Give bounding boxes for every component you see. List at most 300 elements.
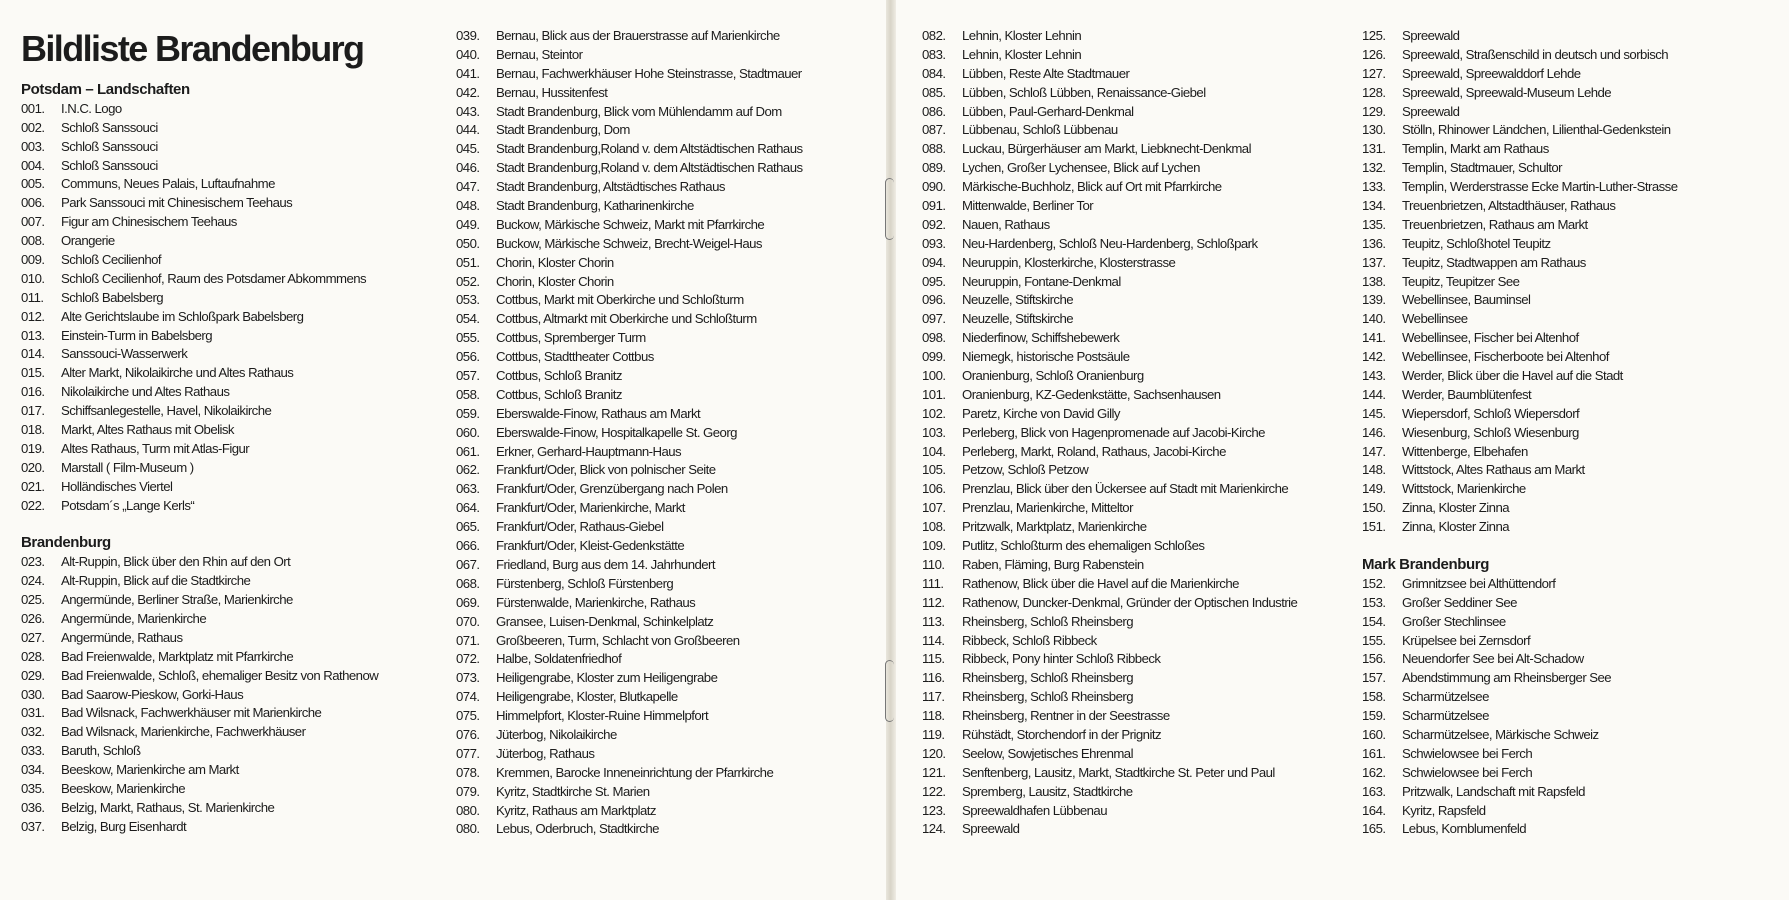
list-item [1362, 386, 1678, 405]
list-item [21, 194, 378, 213]
item-caption: Webellinsee [1402, 311, 1468, 327]
list-item [922, 632, 1297, 651]
item-number: 078. [456, 764, 480, 780]
item-number: 005. [21, 176, 45, 192]
list-item [21, 138, 378, 157]
item-caption: Neuendorfer See bei Alt-Schadow [1402, 651, 1584, 667]
item-number: 025. [21, 592, 45, 608]
item-caption: Neuzelle, Stiftskirche [962, 311, 1074, 327]
item-number: 089. [922, 160, 946, 176]
item-number: 014. [21, 346, 45, 362]
item-caption: Scharmützelsee [1402, 708, 1489, 724]
item-number: 017. [21, 403, 45, 419]
item-number: 048. [456, 198, 480, 214]
item-number: 109. [922, 538, 946, 554]
list-item [21, 667, 378, 686]
item-number: 031. [21, 705, 45, 721]
list-item [1362, 688, 1678, 707]
item-caption: Alte Gerichtslaube im Schloßpark Babelsberg [61, 308, 304, 324]
item-caption: Scharmützelsee [1402, 689, 1489, 705]
item-caption: Cottbus, Schloß Branitz [496, 386, 622, 402]
item-number: 165. [1362, 821, 1386, 837]
document-title: Bildliste Brandenburg [21, 28, 364, 69]
list-item [1362, 820, 1678, 839]
item-caption: Petzow, Schloß Petzow [962, 462, 1089, 478]
item-number: 108. [922, 519, 946, 535]
item-number: 015. [21, 365, 45, 381]
item-number: 095. [922, 273, 946, 289]
list-item [456, 65, 803, 84]
item-caption: Zinna, Kloster Zinna [1402, 500, 1510, 516]
list-item [922, 84, 1297, 103]
item-number: 137. [1362, 254, 1386, 270]
section-spacer [1362, 537, 1678, 556]
item-number: 002. [21, 119, 45, 135]
item-caption: Templin, Markt am Rathaus [1402, 141, 1549, 157]
item-number: 103. [922, 424, 946, 440]
list-item [1362, 405, 1678, 424]
list-item [1362, 159, 1678, 178]
item-caption: Niederfinow, Schiffshebewerk [962, 330, 1120, 346]
list-item [1362, 329, 1678, 348]
list-item [456, 46, 803, 65]
item-number: 131. [1362, 141, 1386, 157]
item-caption: Spreewaldhafen Lübbenau [962, 802, 1108, 818]
item-caption: Fürstenberg, Schloß Fürstenberg [496, 575, 674, 591]
list-item [21, 232, 378, 251]
item-caption: Treuenbrietzen, Altstadthäuser, Rathaus [1402, 198, 1616, 214]
list-item [21, 648, 378, 667]
item-number: 059. [456, 405, 480, 421]
list-item [1362, 273, 1678, 292]
item-caption: Templin, Werderstrasse Ecke Martin-Luther-Strasse [1402, 179, 1678, 195]
list-item [1362, 707, 1678, 726]
item-caption: Bad Saarow-Pieskow, Gorki-Haus [61, 686, 244, 702]
staple-top [885, 178, 894, 240]
item-caption: Schloß Sanssouci [61, 138, 158, 154]
list-item [922, 820, 1297, 839]
item-caption: Stadt Brandenburg, Blick vom Mühlendamm auf Dom [496, 103, 782, 119]
item-caption: Schloß Sanssouci [61, 119, 158, 135]
item-caption: Prenzlau, Blick über den Ückersee auf Stadt mit Marienkirche [962, 481, 1289, 497]
item-caption: Webellinsee, Fischer bei Altenhof [1402, 330, 1579, 346]
item-number: 032. [21, 724, 45, 740]
item-caption: Sanssouci-Wasserwerk [61, 346, 188, 362]
item-caption: Spreewald, Straßenschild in deutsch und sorbisch [1402, 46, 1669, 62]
item-number: 030. [21, 686, 45, 702]
item-number: 083. [922, 46, 946, 62]
list-item [456, 764, 803, 783]
item-caption: Rheinsberg, Rentner in der Seestrasse [962, 708, 1170, 724]
item-number: 056. [456, 349, 480, 365]
list-item [922, 159, 1297, 178]
list-item [922, 46, 1297, 65]
item-caption: Cottbus, Altmarkt mit Oberkirche und Schloßturm [496, 311, 757, 327]
item-caption: Stadt Brandenburg,Roland v. dem Altstädtischen Rathaus [496, 160, 803, 176]
list-item [456, 386, 803, 405]
item-caption: Rheinsberg, Schloß Rheinsberg [962, 689, 1133, 705]
list-item [21, 497, 378, 516]
item-caption: Lübbenau, Schloß Lübbenau [962, 122, 1118, 138]
item-number: 047. [456, 179, 480, 195]
item-number: 042. [456, 84, 480, 100]
item-caption: Lebus, Oderbruch, Stadtkirche [496, 821, 659, 837]
item-number: 147. [1362, 443, 1386, 459]
item-number: 041. [456, 65, 480, 81]
item-caption: Stadt Brandenburg, Dom [496, 122, 630, 138]
item-number: 086. [922, 103, 946, 119]
list-item [21, 572, 378, 591]
item-caption: Putlitz, Schloßturm des ehemaligen Schloßes [962, 538, 1205, 554]
list-item [1362, 216, 1678, 235]
list-item [21, 723, 378, 742]
item-number: 071. [456, 632, 480, 648]
list-item [1362, 764, 1678, 783]
item-number: 022. [21, 497, 45, 513]
item-caption: Bad Freienwalde, Schloß, ehemaliger Besitz von Rathenow [61, 667, 379, 683]
item-number: 034. [21, 762, 45, 778]
item-caption: Chorin, Kloster Chorin [496, 273, 614, 289]
item-number: 001. [21, 100, 45, 116]
item-number: 157. [1362, 670, 1386, 686]
item-caption: Neu-Hardenberg, Schloß Neu-Hardenberg, Schloßpark [962, 235, 1258, 251]
list-item [922, 726, 1297, 745]
item-number: 098. [922, 330, 946, 346]
item-number: 114. [922, 632, 945, 648]
item-number: 156. [1362, 651, 1386, 667]
item-caption: I.N.C. Logo [61, 100, 122, 116]
item-caption: Fürstenwalde, Marienkirche, Rathaus [496, 594, 696, 610]
item-caption: Werder, Baumblütenfest [1402, 386, 1532, 402]
item-number: 073. [456, 670, 480, 686]
list-item [456, 613, 803, 632]
item-caption: Bad Wilsnack, Fachwerkhäuser mit Marienkirche [61, 705, 322, 721]
item-caption: Lychen, Großer Lychensee, Blick auf Lychen [962, 160, 1200, 176]
item-caption: Rheinsberg, Schloß Rheinsberg [962, 613, 1133, 629]
item-caption: Lehnin, Kloster Lehnin [962, 46, 1082, 62]
item-caption: Kyritz, Rathaus am Marktplatz [496, 802, 656, 818]
item-number: 060. [456, 424, 480, 440]
item-number: 149. [1362, 481, 1386, 497]
item-number: 008. [21, 233, 45, 249]
list-item [922, 688, 1297, 707]
list-item [21, 818, 378, 837]
staple-bottom [885, 660, 894, 722]
item-number: 132. [1362, 160, 1386, 176]
item-number: 033. [21, 743, 45, 759]
list-item [1362, 669, 1678, 688]
item-number: 069. [456, 594, 480, 610]
list-item [456, 329, 803, 348]
item-number: 039. [456, 28, 480, 43]
item-number: 058. [456, 386, 480, 402]
item-caption: Angermünde, Rathaus [61, 629, 183, 645]
list-item [21, 100, 378, 119]
list-item [21, 402, 378, 421]
item-caption: Bad Wilsnack, Marienkirche, Fachwerkhäuser [61, 724, 306, 740]
item-number: 010. [21, 270, 45, 286]
item-number: 068. [456, 575, 480, 591]
item-number: 099. [922, 349, 946, 365]
item-number: 130. [1362, 122, 1386, 138]
item-number: 142. [1362, 349, 1386, 365]
item-number: 023. [21, 554, 45, 570]
item-caption: Luckau, Bürgerhäuser am Markt, Liebknecht-Denkmal [962, 141, 1251, 157]
item-caption: Rühstädt, Storchendorf in der Prignitz [962, 726, 1162, 742]
item-number: 161. [1362, 745, 1386, 761]
item-caption: Bernau, Blick aus der Brauerstrasse auf Marienkirche [496, 28, 780, 43]
list-item [456, 103, 803, 122]
item-caption: Kyritz, Rapsfeld [1402, 802, 1486, 818]
item-number: 119. [922, 726, 945, 742]
list-item [922, 556, 1297, 575]
list-item [456, 197, 803, 216]
list-item [922, 216, 1297, 235]
list-item [1362, 783, 1678, 802]
item-caption: Heiligengrabe, Kloster zum Heiligengrabe [496, 670, 718, 686]
item-caption: Buckow, Märkische Schweiz, Brecht-Weigel-Haus [496, 235, 762, 251]
list-item [1362, 121, 1678, 140]
item-number: 094. [922, 254, 946, 270]
item-caption: Kyritz, Stadtkirche St. Marien [496, 783, 650, 799]
list-item [21, 799, 378, 818]
item-caption: Stadt Brandenburg, Altstädtisches Rathaus [496, 179, 725, 195]
item-caption: Pritzwalk, Marktplatz, Marienkirche [962, 519, 1147, 535]
item-number: 087. [922, 122, 946, 138]
item-caption: Senftenberg, Lausitz, Markt, Stadtkirche St. Peter und Paul [962, 764, 1275, 780]
item-number: 080. [456, 802, 480, 818]
list-item [456, 537, 803, 556]
list-item [922, 802, 1297, 821]
list-item [922, 254, 1297, 273]
list-item [922, 499, 1297, 518]
list-mark-brandenburg [1362, 575, 1678, 839]
item-number: 135. [1362, 216, 1386, 232]
item-caption: Neuzelle, Stiftskirche [962, 292, 1074, 308]
list-item [922, 310, 1297, 329]
item-caption: Frankfurt/Oder, Kleist-Gedenkstätte [496, 538, 685, 554]
item-number: 043. [456, 103, 480, 119]
item-number: 139. [1362, 292, 1386, 308]
list-item [922, 707, 1297, 726]
item-caption: Stadt Brandenburg,Roland v. dem Altstädtischen Rathaus [496, 141, 803, 157]
item-number: 044. [456, 122, 480, 138]
item-caption: Figur am Chinesischem Teehaus [61, 214, 237, 230]
list-item [922, 480, 1297, 499]
item-caption: Marstall ( Film-Museum ) [61, 459, 194, 475]
item-caption: Wiesenburg, Schloß Wiesenburg [1402, 424, 1579, 440]
item-caption: Frankfurt/Oder, Grenzübergang nach Polen [496, 481, 728, 497]
item-number: 064. [456, 500, 480, 516]
item-caption: Park Sanssouci mit Chinesischem Teehaus [61, 195, 293, 211]
list-item [456, 310, 803, 329]
list-item [922, 745, 1297, 764]
list-potsdam [21, 100, 378, 516]
item-caption: Nauen, Rathaus [962, 216, 1050, 232]
list-column-2 [456, 27, 803, 839]
item-number: 154. [1362, 613, 1386, 629]
item-number: 133. [1362, 179, 1386, 195]
list-item [456, 461, 803, 480]
list-item [922, 197, 1297, 216]
item-caption: Rathenow, Duncker-Denkmal, Gründer der Optischen Industrie [962, 594, 1298, 610]
list-item [456, 688, 803, 707]
list-item [1362, 802, 1678, 821]
item-caption: Schloß Cecilienhof, Raum des Potsdamer Abkommmens [61, 270, 367, 286]
item-number: 057. [456, 368, 480, 384]
list-item [1362, 518, 1678, 537]
item-number: 009. [21, 252, 45, 268]
list-item [21, 383, 378, 402]
item-caption: Perleberg, Markt, Roland, Rathaus, Jacobi-Kirche [962, 443, 1226, 459]
list-brandenburg-part-3 [922, 27, 1297, 839]
item-caption: Frankfurt/Oder, Blick von polnischer Seite [496, 462, 716, 478]
list-item [1362, 235, 1678, 254]
list-item [456, 84, 803, 103]
item-caption: Spreewald, Spreewald-Museum Lehde [1402, 84, 1612, 100]
list-item [456, 254, 803, 273]
list-item [1362, 140, 1678, 159]
item-number: 141. [1362, 330, 1386, 346]
item-number: 011. [21, 289, 44, 305]
item-caption: Krüpelsee bei Zernsdorf [1402, 632, 1531, 648]
item-number: 140. [1362, 311, 1386, 327]
item-caption: Friedland, Burg aus dem 14. Jahrhundert [496, 556, 715, 572]
item-caption: Cottbus, Markt mit Oberkirche und Schloßturm [496, 292, 744, 308]
item-caption: Wittenberge, Elbehafen [1402, 443, 1528, 459]
item-number: 024. [21, 573, 45, 589]
item-caption: Alt-Ruppin, Blick über den Rhin auf den Ort [61, 554, 291, 570]
item-caption: Schwielowsee bei Ferch [1402, 745, 1533, 761]
list-item [1362, 613, 1678, 632]
item-caption: Raben, Fläming, Burg Rabenstein [962, 556, 1144, 572]
item-number: 097. [922, 311, 946, 327]
item-number: 062. [456, 462, 480, 478]
list-item [922, 65, 1297, 84]
item-number: 102. [922, 405, 946, 421]
item-number: 138. [1362, 273, 1386, 289]
item-caption: Lebus, Kornblumenfeld [1402, 821, 1527, 837]
list-item [21, 213, 378, 232]
item-number: 118. [922, 708, 945, 724]
list-item [456, 159, 803, 178]
list-item [456, 499, 803, 518]
item-number: 049. [456, 216, 480, 232]
item-number: 145. [1362, 405, 1386, 421]
item-caption: Schloß Cecilienhof [61, 252, 162, 268]
list-item [21, 742, 378, 761]
item-number: 159. [1362, 708, 1386, 724]
list-item [456, 707, 803, 726]
list-item [456, 669, 803, 688]
list-item [21, 704, 378, 723]
list-item [1362, 310, 1678, 329]
item-caption: Alter Markt, Nikolaikirche und Altes Rathaus [61, 365, 294, 381]
item-caption: Angermünde, Marienkirche [61, 610, 207, 626]
item-number: 028. [21, 648, 45, 664]
list-brandenburg-part-2 [456, 27, 803, 839]
list-item [922, 291, 1297, 310]
item-caption: Himmelpfort, Kloster-Ruine Himmelpfort [496, 708, 709, 724]
item-number: 066. [456, 538, 480, 554]
item-caption: Rathenow, Blick über die Havel auf die Marienkirche [962, 575, 1239, 591]
item-caption: Belzig, Burg Eisenhardt [61, 818, 187, 834]
item-caption: Schloß Babelsberg [61, 289, 164, 305]
item-number: 105. [922, 462, 946, 478]
list-item [1362, 197, 1678, 216]
item-caption: Neuruppin, Klosterkirche, Klosterstrasse [962, 254, 1176, 270]
list-item [456, 178, 803, 197]
item-caption: Grimnitzsee bei Althüttendorf [1402, 575, 1556, 591]
item-number: 136. [1362, 235, 1386, 251]
item-caption: Stadt Brandenburg, Katharinenkirche [496, 198, 694, 214]
list-item [456, 140, 803, 159]
list-item [456, 556, 803, 575]
list-item [1362, 424, 1678, 443]
item-number: 110. [922, 556, 945, 572]
item-caption: Ribbeck, Pony hinter Schloß Ribbeck [962, 651, 1161, 667]
list-item [456, 632, 803, 651]
item-number: 007. [21, 214, 45, 230]
list-item [21, 364, 378, 383]
item-number: 061. [456, 443, 480, 459]
item-caption: Paretz, Kirche von David Gilly [962, 405, 1120, 421]
item-number: 050. [456, 235, 480, 251]
item-number: 125. [1362, 28, 1386, 43]
item-number: 148. [1362, 462, 1386, 478]
item-number: 036. [21, 799, 45, 815]
list-item [1362, 46, 1678, 65]
list-item [922, 405, 1297, 424]
item-caption: Frankfurt/Oder, Marienkirche, Markt [496, 500, 685, 516]
list-item [922, 764, 1297, 783]
list-item [922, 424, 1297, 443]
item-caption: Bernau, Fachwerkhäuser Hohe Steinstrasse, Stadtmauer [496, 65, 802, 81]
item-number: 158. [1362, 689, 1386, 705]
item-number: 111. [922, 575, 944, 591]
list-item [1362, 291, 1678, 310]
item-caption: Buckow, Märkische Schweiz, Markt mit Pfarrkirche [496, 216, 765, 232]
list-item [922, 518, 1297, 537]
list-item [1362, 254, 1678, 273]
list-item [922, 178, 1297, 197]
list-item [21, 119, 378, 138]
item-number: 080. [456, 821, 480, 837]
list-item [456, 216, 803, 235]
item-number: 067. [456, 556, 480, 572]
item-number: 019. [21, 440, 45, 456]
item-number: 104. [922, 443, 946, 459]
item-caption: Seelow, Sowjetisches Ehrenmal [962, 745, 1133, 761]
list-item [456, 575, 803, 594]
item-caption: Markt, Altes Rathaus mit Obelisk [61, 422, 234, 438]
item-caption: Wittstock, Marienkirche [1402, 481, 1526, 497]
item-number: 151. [1362, 519, 1386, 535]
item-caption: Cottbus, Stadttheater Cottbus [496, 349, 654, 365]
item-number: 101. [922, 386, 946, 402]
item-number: 013. [21, 327, 45, 343]
list-item [456, 424, 803, 443]
page-fold [886, 0, 896, 900]
item-number: 052. [456, 273, 480, 289]
item-number: 088. [922, 141, 946, 157]
list-item [456, 405, 803, 424]
item-number: 120. [922, 745, 946, 761]
item-number: 160. [1362, 726, 1386, 742]
item-number: 155. [1362, 632, 1386, 648]
list-item [1362, 65, 1678, 84]
list-item [922, 348, 1297, 367]
